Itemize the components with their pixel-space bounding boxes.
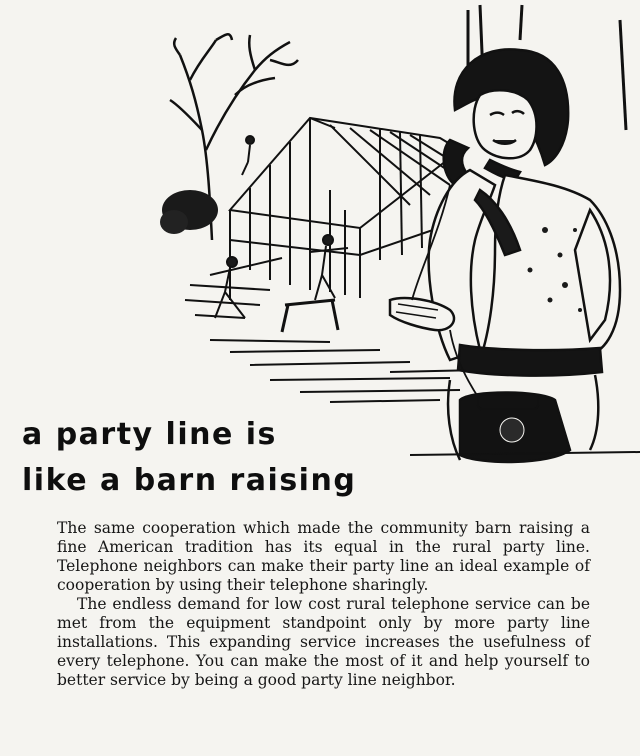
headline: [22, 412, 442, 504]
body-paragraph-2: The endless demand for low cost rural telephone service can be met from the equipment standpoint only by more party line installations. This expanding service increases the usefulness of every telephone. You can make the most of it and help yourself to better service by being a good party line neighbor.: [57, 595, 590, 689]
body-paragraph-1: The same cooperation which made the community barn raising a fine American tradition has its equal in the rural party line. Telephone neighbors can make their party line an ideal example of cooperation by using their telephone sharingly.: [57, 519, 590, 594]
sawhorse: [282, 300, 338, 332]
body-copy: [57, 519, 590, 690]
headline-line-1: a party line is: [22, 417, 277, 452]
headline-line-2: like a barn raising: [22, 463, 357, 498]
worker-figure-roof: [242, 136, 254, 175]
barn-raising-telephone-illustration: [150, 0, 640, 480]
barn-frame: [230, 118, 462, 300]
